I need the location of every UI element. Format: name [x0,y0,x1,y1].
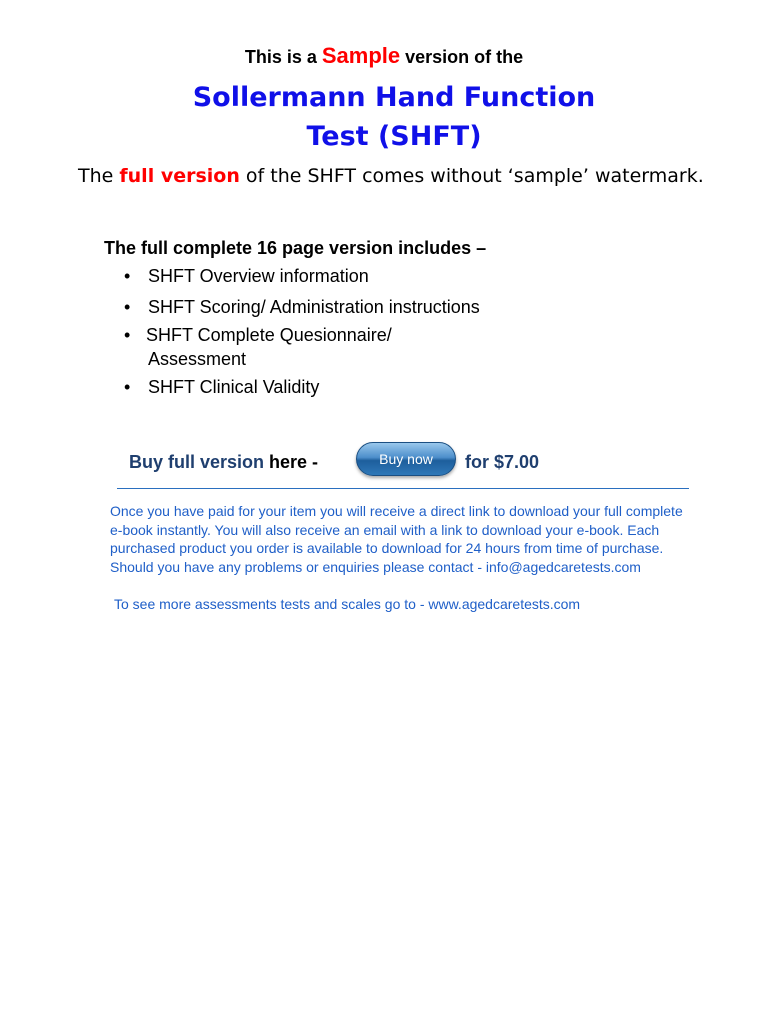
buy-label [129,452,318,473]
list-item-continuation: Assessment [148,349,247,369]
more-assessments-line: To see more assessments tests and scales go to - www.agedcaretests.com [114,596,581,612]
title-line-1: Sollermann Hand Function [192,82,596,113]
purchase-info: Once you have paid for your item you will receive a direct link to download your full complete e-book instantly. You will also receive an email with a link to download your e-book. Each purchased product you order is available to download for 24 hours from time of purchase. Should you have any problems or enquiries please contact - info@agedcaretests.com [110,503,683,575]
bullet-icon: • [124,266,131,286]
buy-label-here: here - [269,452,319,472]
document-title [0,78,768,156]
list-item-text: SHFT Overview information [148,266,369,286]
price: for $7.00 [465,452,540,472]
bullet-icon: • [124,377,131,397]
buy-row [129,441,689,481]
intro-before: The [78,165,120,187]
intro-text [78,162,718,191]
sample-word: Sample [321,43,401,68]
divider [117,488,689,489]
full-version-emphasis: full version [119,165,240,187]
sample-notice-prefix: This is a [244,47,322,67]
bullet-icon: • [124,325,131,345]
bullet-icon: • [124,297,131,317]
buy-label-main: Buy full version [129,452,270,472]
sample-notice [0,43,768,70]
includes-heading: The full complete 16 page version includes – [104,238,487,258]
buy-now-button[interactable]: Buy now [356,442,456,476]
intro-after: of the SHFT comes without ‘sample’ watermark. [239,165,704,187]
list-item-text: SHFT Scoring/ Administration instructions [148,297,480,317]
sample-notice-suffix: version of the [400,47,524,67]
list-item-text: SHFT Complete Quesionnaire/ [146,325,392,345]
list-item-text: SHFT Clinical Validity [148,377,320,397]
title-line-2: Test (SHFT) [306,121,482,152]
